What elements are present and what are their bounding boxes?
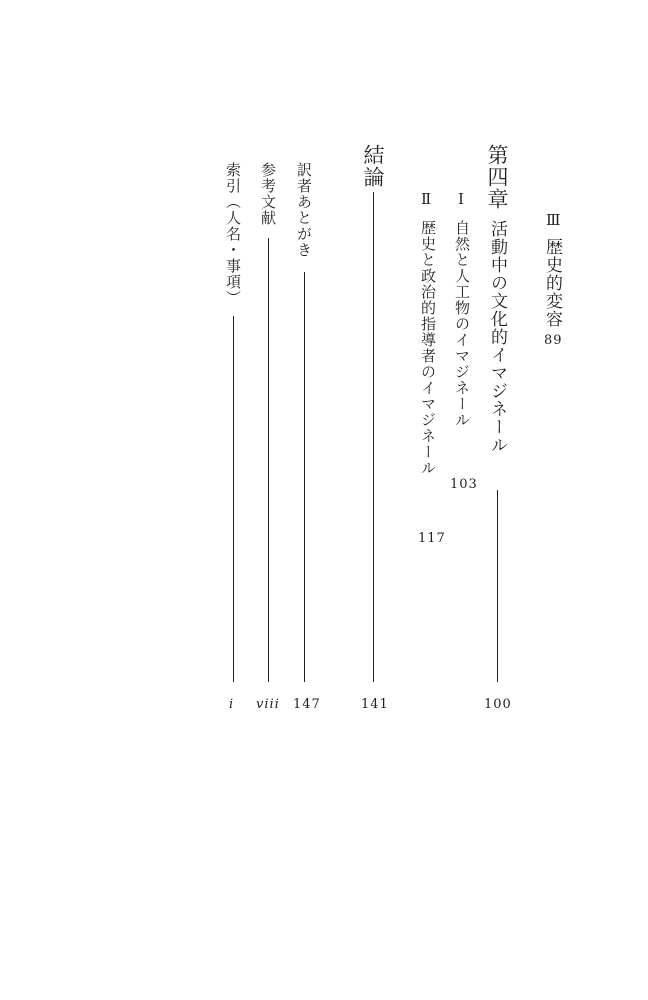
section-i-numeral: Ⅰ (458, 190, 464, 208)
conclusion-page: 141 (361, 697, 389, 712)
toc-entry-chapter-4[interactable] (478, 0, 526, 720)
chapter4-title: 活動中の文化的イマジネール (487, 220, 507, 454)
section-iii-page: 89 (544, 333, 563, 348)
conclusion-title: 結論 (361, 144, 385, 188)
section-ii-numeral: Ⅱ (421, 190, 432, 208)
section-i-page: 103 (450, 477, 478, 492)
section-iii-numeral: Ⅲ (546, 211, 561, 229)
references-title: 参考文献 (259, 162, 277, 226)
references-leader-line (268, 238, 269, 682)
afterword-title: 訳者あとがき (295, 162, 313, 258)
section-i-title: 自然と人工物のイマジネール (453, 220, 471, 428)
chapter4-page: 100 (484, 697, 512, 712)
toc-entry-afterword[interactable] (290, 0, 324, 720)
index-page: i (229, 697, 235, 712)
toc-entry-section-ii[interactable] (412, 0, 446, 560)
toc-entry-references[interactable] (254, 0, 288, 720)
chapter4-label: 第四章 (485, 144, 509, 210)
section-ii-title: 歴史と政治的指導者のイマジネール (419, 220, 437, 476)
references-page: viii (256, 697, 280, 712)
toc-entry-conclusion[interactable] (358, 0, 392, 720)
toc-entry-section-i[interactable] (448, 0, 478, 500)
section-iii-title: 歴史的変容 (542, 238, 562, 328)
afterword-page: 147 (293, 697, 321, 712)
toc-entry-section-iii[interactable] (538, 0, 568, 360)
index-leader-line (233, 316, 234, 682)
afterword-leader-line (304, 272, 305, 682)
chapter4-leader-line (497, 490, 498, 682)
section-ii-page: 117 (418, 531, 446, 546)
index-title: 索引（人名・事項） (224, 162, 242, 306)
conclusion-leader-line (373, 192, 374, 682)
toc-entry-index[interactable] (220, 0, 254, 720)
